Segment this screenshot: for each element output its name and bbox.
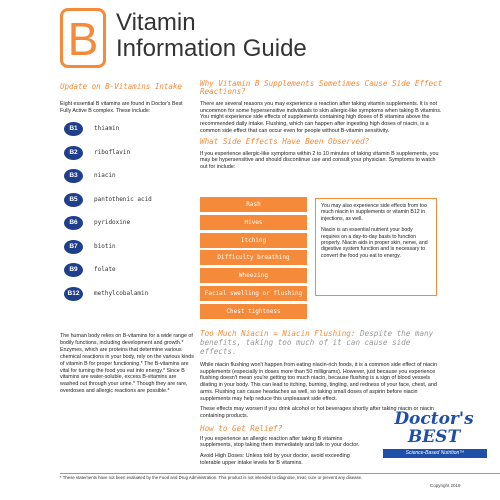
list-item [64,216,194,240]
left-heading: Update on B-Vitamins Intake [60,82,182,91]
brand-line-2: BEST [407,427,461,447]
vitamin-name: biotin [94,242,116,250]
paragraph-avoid: Avoid High Doses: Unless told by your doctor, avoid exceeding tolerable upper intake levels for B vitamins. [200,453,350,466]
paragraph-observed: If you experience allergic-like symptoms within 2 to 10 minutes of taking vitamin B supplements, you may be hypersensitive and should discontinue use and consult your physician. Symptoms to watch out for include: [200,150,439,171]
symptom-bar: Facial swelling or flushing [200,286,307,301]
flushing-heading-lead: Too Much Niacin = Niacin Flushing: [200,329,356,338]
vitamin-name: methylcobalamin [94,289,149,297]
vitamin-name: riboflavin [94,148,131,156]
logo-letter: B [67,13,99,65]
vitamin-list [64,122,194,310]
note-paragraph: Niacin is an essential nutrient your body requires on a day-to-day basis to function properly. Niacin aids in proper skin, nerve, and digestive system function and is necessary to convert the food you eat to energy. [321,227,428,259]
left-column [60,82,192,114]
symptom-bar: Hives [200,215,307,230]
section-heading-relief: How to Get Relief? [200,423,283,433]
symptom-bar: Difficulty breathing [200,250,307,265]
paragraph-flushing: While niacin flushing won't happen from eating niacin-rich foods, it is a common side effect of niacin supplements (especially in doses more than 50 milligrams). However, just because you experience flushing doesn't mean you're getting too much niacin, because flushing is a sign of blood vessels dilating in your body. This can lead to itching, burning, tingling, and redness of your face, chest, and arms. Flushing can cause headaches as well, so taking small doses of aspirin before niacin supplements may help reduce this unpleasant side effect. [200,362,438,402]
brand-name [375,410,493,446]
section-heading-flushing [200,329,444,356]
right-column [200,80,444,171]
vitamin-badge: B1 [64,122,83,136]
symptom-bar: Itching [200,233,307,248]
symptom-bar: Rash [200,197,307,212]
brand-line-1: Doctor's [394,409,474,429]
paragraph-relief: If you experience an allergic reaction after taking B vitamins supplements, stop taking them immediately and talk to your doctor. [200,435,360,449]
title-line-1: Vitamin [116,9,196,36]
brand-logo [375,410,493,472]
copyright-text: Copyright 2019 [430,483,461,488]
vitamin-badge: B5 [64,193,83,207]
vitamin-name: pantothenic acid [94,195,152,203]
list-item [64,169,194,193]
vitamin-badge: B7 [64,240,83,254]
left-body-text: The human body relies on B-vitamins for a wide range of bodily functions, including development and growth.* Enzymes, which are proteins that determine various chemical reactions in your body, rely on the various kinds of vitamin B for proper functioning.* The B-vitamins are vital for turning the food you eat into energy.* Since B vitamins are water-soluble, excess B-vitamins are washed out through your urine.* Though they are rare, overdoses and allergic reactions are possible.* [60,333,194,395]
footer-disclaimer: * These statements have not been evaluated by the Food and Drug Administration. This product is not intended to diagnose, treat, cure or prevent any disease. [60,473,500,480]
list-item [64,122,194,146]
symptom-list [200,197,307,322]
vitamin-name: folate [94,266,116,273]
flushing-heading-rest: Despite the many benefits, taking too much of it can cause side effects. [200,329,434,356]
brand-tagline: Science-Based Nutrition™ [383,449,487,458]
paragraph-why: There are several reasons you may experience a reaction after taking vitamin supplements. It is not uncommon for some hypersensitive individuals to skin allergic-like symptoms when taking B vitamins. You might experience side effects of supplements containing high doses of B vitamins above the recommended daily intake. Flushing, which can happen after ingesting high doses of niacin, is a common side effect that can occur even for people without B-vitamin sensitivity. [200,100,442,134]
symptom-bar: Wheezing [200,268,307,283]
section-heading-why: Why Vitamin B Supplements Sometimes Cause Side Effect Reactions? [200,79,443,97]
list-item [64,193,194,217]
list-item [64,263,194,287]
vitamin-badge: B3 [64,169,83,183]
note-paragraph: You may also experience side effects from too much niacin in supplements or vitamin B12 in injections, as well. [321,203,427,222]
page-title [116,10,307,62]
paragraph-effects: These effects may worsen if you drink alcohol or hot beverages shortly after taking niacin or niacin containing products. [200,406,434,419]
symptom-bar: Chest tightness [200,304,307,319]
niacin-note-box [315,198,437,296]
title-line-2: Information Guide [116,35,307,62]
vitamin-name: niacin [94,172,116,179]
list-item [64,146,194,170]
vitamin-name: pyridoxine [94,219,131,226]
left-intro: Eight essential B vitamins are found in Doctor's Best Fully Active B complex. These include: [60,101,183,114]
vitamin-badge: B12 [64,287,83,301]
vitamin-badge: B2 [64,146,83,160]
list-item [64,287,194,311]
section-heading-observed: What Side Effects Have Been Observed? [200,137,370,147]
list-item [64,240,194,264]
vitamin-badge: B9 [64,263,83,277]
vitamin-name: thiamin [94,125,120,132]
logo-mark [60,8,106,68]
vitamin-badge: B6 [64,216,83,230]
